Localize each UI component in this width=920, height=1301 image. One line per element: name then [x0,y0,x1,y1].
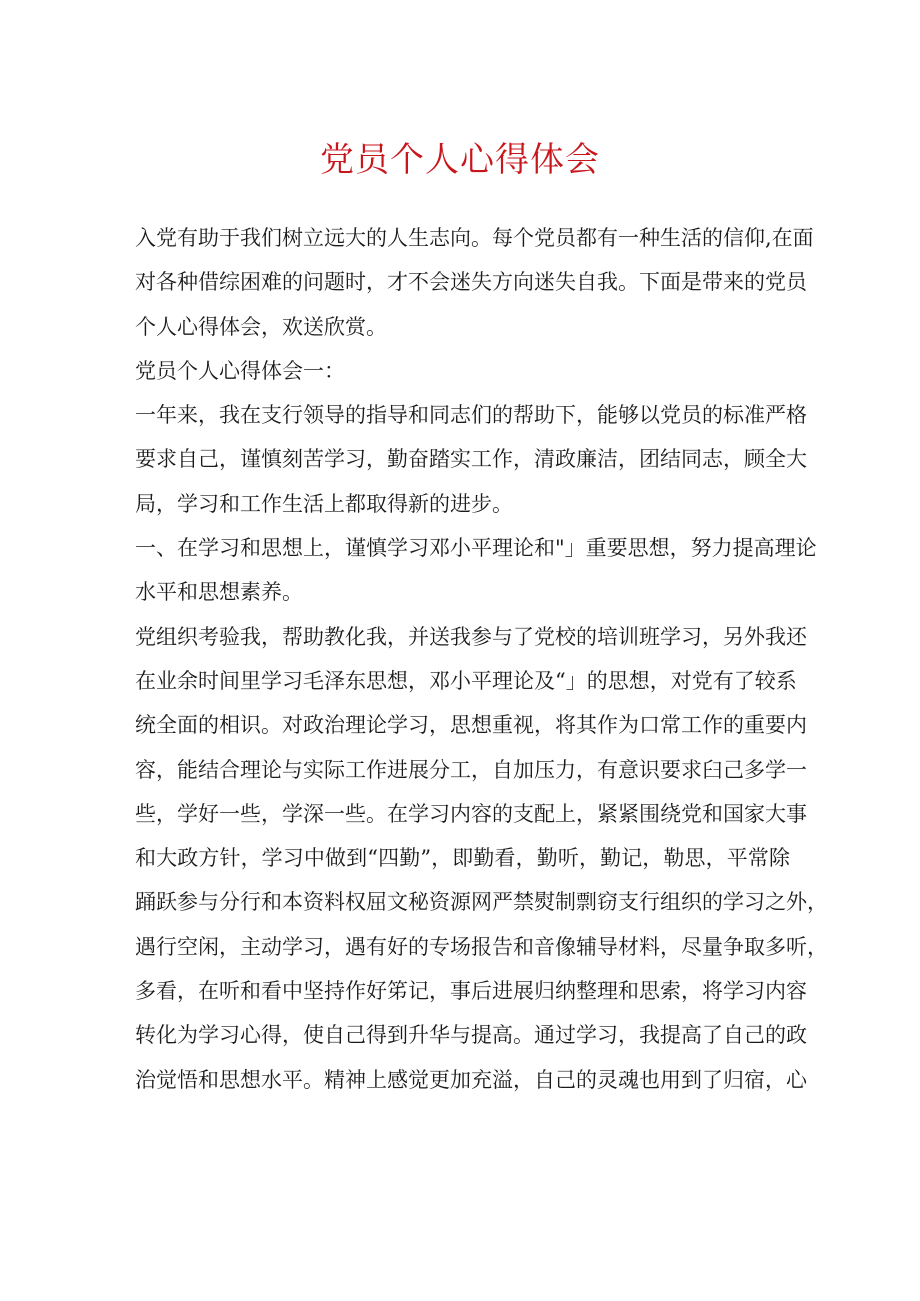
text-line: 和大政方针，学习中做到“四勤”，即勤看，勤听，勤记，勒思，平常除 [135,846,790,871]
section-heading: 党员个人心得体会一： [135,358,345,383]
text-line: 个人心得体会，欢送欣赏。 [135,314,387,339]
text-line: 踊跃参与分行和本资料权屈文秘资源网严禁熨制剽窃支行组织的学习之外， [135,890,828,915]
subsection-heading: 水平和思想素养。 [135,580,303,605]
document-body [135,216,828,1102]
text-line: 统全面的相识。对政治理论学习，思想重视，将其作为口常工作的重要内 [135,713,807,738]
text-line: 对各种借综困难的问题时，才不会迷失方向迷失自我。下面是带来的党员 [135,270,807,295]
text-line: 入党有助于我们树立远大的人生志向。每个党员都有一种生活的信仰,在面 [135,226,814,250]
subsection-heading: 一、在学习和思想上，谨慎学习邓小平理论和"」重要思想，努力提高理论 [135,536,817,561]
text-line: 要求自己，谨慎刻苦学习，勤奋踏实工作，清政廉洁，团结同志，顾全大 [135,447,807,472]
text-line: 党组织考验我，帮助教化我，并送我参与了党校的培训班学习，另外我还 [135,624,807,649]
text-line: 容，能结合理论与实际工作进展分工，自加压力，有意识要求臼己多学一 [135,757,807,782]
text-line: 一年来，我在支行领导的指导和同志们的帮助下，能够以党员的标准严格 [135,403,807,428]
text-line: 些，学好一些，学深一些。在学习内容的支配上，紧紧围绕党和国家大事 [135,801,807,826]
text-line: 治觉悟和思想水平。精神上感觉更加充溢，自己的灵魂也用到了归宿，心 [135,1067,807,1092]
text-line: 遇行空闲，主动学习，遇有好的专场报告和音像辅导材料，尽量争取多听， [135,934,828,959]
document-title: 党员个人心得体会 [320,140,600,180]
text-line: 转化为学习心得，使自己得到升华与提高。通过学习，我提高了自己的政 [135,1023,807,1048]
text-line: 在业余时间里学习毛泽东思想，邓小平理论及“」的思想，对党有了较系 [135,668,797,693]
text-line: 多看，在听和看中坚持作好笫记，事后进展归纳整理和思索，将学习内容 [135,979,807,1004]
text-line: 局，学习和工作生活上都取得新的进步。 [135,491,513,516]
